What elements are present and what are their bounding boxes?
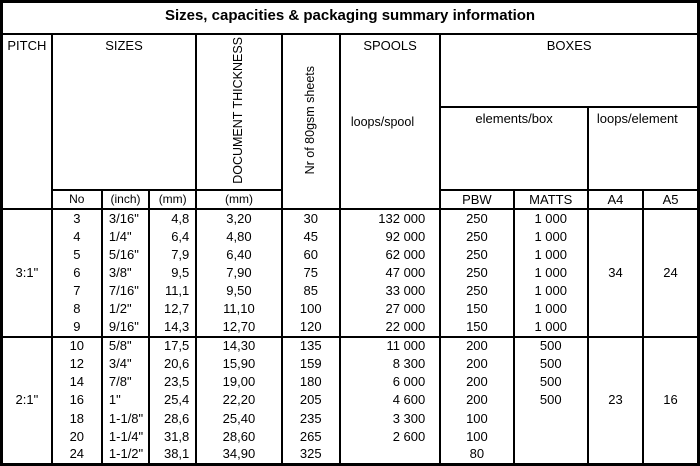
loops-per-spool-cell: 4 600 xyxy=(340,391,440,409)
pbw-cell: 200 xyxy=(440,355,513,373)
sheets-cell: 205 xyxy=(282,391,340,409)
mm-cell: 17,5 xyxy=(149,337,196,355)
spools-label: SPOOLS xyxy=(363,38,417,54)
inch-cell: 1/4" xyxy=(102,228,149,246)
no-cell: 10 xyxy=(52,337,102,355)
no-cell: 12 xyxy=(52,355,102,373)
mm-cell: 23,5 xyxy=(149,373,196,391)
mm-cell: 11,1 xyxy=(149,282,196,300)
a4-group-cell: 34 xyxy=(588,209,643,336)
loops-per-spool-cell: 22 000 xyxy=(340,319,440,337)
mm-cell: 4,8 xyxy=(149,209,196,227)
pbw-cell: 200 xyxy=(440,391,513,409)
loops-per-spool-cell xyxy=(340,446,440,464)
matts-cell: 1 000 xyxy=(514,319,588,337)
mm-cell: 12,7 xyxy=(149,300,196,318)
matts-cell: 500 xyxy=(514,337,588,355)
sheets-cell: 45 xyxy=(282,228,340,246)
pbw-cell: 100 xyxy=(440,428,513,446)
doc-thickness-cell: 28,60 xyxy=(196,428,281,446)
no-cell: 8 xyxy=(52,300,102,318)
loops-per-spool-cell: 11 000 xyxy=(340,337,440,355)
inch-cell: 3/4" xyxy=(102,355,149,373)
matts-cell: 1 000 xyxy=(514,209,588,227)
subheader-no: No xyxy=(52,190,102,209)
doc-thickness-cell: 14,30 xyxy=(196,337,281,355)
sheets-cell: 30 xyxy=(282,209,340,227)
doc-thickness-cell: 22,20 xyxy=(196,391,281,409)
inch-cell: 1-1/8" xyxy=(102,410,149,428)
title-row xyxy=(2,2,699,35)
matts-cell: 1 000 xyxy=(514,300,588,318)
mm-cell: 9,5 xyxy=(149,264,196,282)
mm-cell: 28,6 xyxy=(149,410,196,428)
doc-thickness-cell: 15,90 xyxy=(196,355,281,373)
inch-cell: 9/16" xyxy=(102,319,149,337)
matts-cell xyxy=(514,410,588,428)
loops-per-spool-cell: 3 300 xyxy=(340,410,440,428)
inch-cell: 1-1/4" xyxy=(102,428,149,446)
doc-thickness-cell: 19,00 xyxy=(196,373,281,391)
matts-cell: 1 000 xyxy=(514,264,588,282)
mm-cell: 14,3 xyxy=(149,319,196,337)
pbw-cell: 250 xyxy=(440,228,513,246)
pbw-cell: 250 xyxy=(440,246,513,264)
mm-cell: 31,8 xyxy=(149,428,196,446)
a5-group-cell: 24 xyxy=(643,209,698,336)
matts-cell xyxy=(514,428,588,446)
subheader-a4: A4 xyxy=(588,190,643,209)
matts-cell: 500 xyxy=(514,355,588,373)
column-header-document-thickness xyxy=(196,34,281,190)
matts-cell xyxy=(514,446,588,464)
subheader-matts: MATTS xyxy=(514,190,588,209)
sheets-cell: 325 xyxy=(282,446,340,464)
no-cell: 24 xyxy=(52,446,102,464)
loops-per-spool-cell: 62 000 xyxy=(340,246,440,264)
column-header-pitch: PITCH xyxy=(2,34,52,209)
a4-group-cell: 23 xyxy=(588,337,643,465)
sheets-cell: 60 xyxy=(282,246,340,264)
inch-cell: 5/16" xyxy=(102,246,149,264)
no-cell: 6 xyxy=(52,264,102,282)
doc-thickness-cell: 9,50 xyxy=(196,282,281,300)
pitch-group-cell: 3:1" xyxy=(2,209,52,336)
subheader-mm: (mm) xyxy=(149,190,196,209)
sheets-cell: 120 xyxy=(282,319,340,337)
column-header-boxes: BOXES xyxy=(440,34,698,107)
subheader-doc-mm: (mm) xyxy=(196,190,281,209)
sheets-cell: 75 xyxy=(282,264,340,282)
mm-cell: 25,4 xyxy=(149,391,196,409)
loops-per-spool-cell: 8 300 xyxy=(340,355,440,373)
sheets-cell: 85 xyxy=(282,282,340,300)
sheets-cell: 100 xyxy=(282,300,340,318)
document-thickness-vertical-label: DOCUMENT THICKNESS xyxy=(231,36,246,184)
pbw-cell: 200 xyxy=(440,337,513,355)
no-cell: 5 xyxy=(52,246,102,264)
inch-cell: 7/8" xyxy=(102,373,149,391)
pbw-cell: 100 xyxy=(440,410,513,428)
mm-cell: 6,4 xyxy=(149,228,196,246)
pbw-cell: 150 xyxy=(440,300,513,318)
matts-cell: 1 000 xyxy=(514,246,588,264)
doc-thickness-cell: 4,80 xyxy=(196,228,281,246)
column-header-sizes: SIZES xyxy=(52,34,197,190)
no-cell: 4 xyxy=(52,228,102,246)
inch-cell: 1-1/2" xyxy=(102,446,149,464)
loops-per-spool-cell: 33 000 xyxy=(340,282,440,300)
pbw-cell: 80 xyxy=(440,446,513,464)
loops-per-spool-cell: 6 000 xyxy=(340,373,440,391)
subheader-pbw: PBW xyxy=(440,190,513,209)
a5-group-cell: 16 xyxy=(643,337,698,465)
sheets-cell: 265 xyxy=(282,428,340,446)
loops-per-spool-cell: 47 000 xyxy=(340,264,440,282)
mm-cell: 7,9 xyxy=(149,246,196,264)
sheets-cell: 235 xyxy=(282,410,340,428)
table-row xyxy=(2,209,699,227)
matts-cell: 500 xyxy=(514,373,588,391)
sheets-cell: 135 xyxy=(282,337,340,355)
mm-cell: 20,6 xyxy=(149,355,196,373)
inch-cell: 5/8" xyxy=(102,337,149,355)
matts-cell: 1 000 xyxy=(514,282,588,300)
sheets-vertical-label: Nr of 80gsm sheets xyxy=(302,65,317,174)
pbw-cell: 150 xyxy=(440,319,513,337)
column-header-loops-per-element: loops/element xyxy=(588,107,699,190)
inch-cell: 3/8" xyxy=(102,264,149,282)
loops-per-spool-cell: 132 000 xyxy=(340,209,440,227)
no-cell: 18 xyxy=(52,410,102,428)
column-header-80gsm-sheets xyxy=(282,34,340,209)
no-cell: 16 xyxy=(52,391,102,409)
pbw-cell: 200 xyxy=(440,373,513,391)
inch-cell: 3/16" xyxy=(102,209,149,227)
mm-cell: 38,1 xyxy=(149,446,196,464)
pbw-cell: 250 xyxy=(440,264,513,282)
column-header-spools xyxy=(340,34,440,209)
no-cell: 7 xyxy=(52,282,102,300)
doc-thickness-cell: 3,20 xyxy=(196,209,281,227)
no-cell: 9 xyxy=(52,319,102,337)
doc-thickness-cell: 7,90 xyxy=(196,264,281,282)
loops-per-spool-label: loops/spool xyxy=(350,115,415,130)
no-cell: 14 xyxy=(52,373,102,391)
matts-cell: 500 xyxy=(514,391,588,409)
inch-cell: 7/16" xyxy=(102,282,149,300)
loops-per-spool-cell: 2 600 xyxy=(340,428,440,446)
pitch-group-cell: 2:1" xyxy=(2,337,52,465)
doc-thickness-cell: 11,10 xyxy=(196,300,281,318)
subheader-a5: A5 xyxy=(643,190,698,209)
doc-thickness-cell: 12,70 xyxy=(196,319,281,337)
matts-cell: 1 000 xyxy=(514,228,588,246)
column-header-elements-per-box: elements/box xyxy=(440,107,588,190)
pbw-cell: 250 xyxy=(440,282,513,300)
doc-thickness-cell: 6,40 xyxy=(196,246,281,264)
loops-per-spool-cell: 27 000 xyxy=(340,300,440,318)
no-cell: 20 xyxy=(52,428,102,446)
inch-cell: 1/2" xyxy=(102,300,149,318)
pbw-cell: 250 xyxy=(440,209,513,227)
table-row xyxy=(2,337,699,355)
loops-per-spool-cell: 92 000 xyxy=(340,228,440,246)
inch-cell: 1" xyxy=(102,391,149,409)
doc-thickness-cell: 34,90 xyxy=(196,446,281,464)
sheets-cell: 159 xyxy=(282,355,340,373)
header-row-1 xyxy=(2,34,699,107)
no-cell: 3 xyxy=(52,209,102,227)
sheets-cell: 180 xyxy=(282,373,340,391)
page-title: Sizes, capacities & packaging summary information xyxy=(2,2,699,35)
doc-thickness-cell: 25,40 xyxy=(196,410,281,428)
subheader-inch: (inch) xyxy=(102,190,149,209)
